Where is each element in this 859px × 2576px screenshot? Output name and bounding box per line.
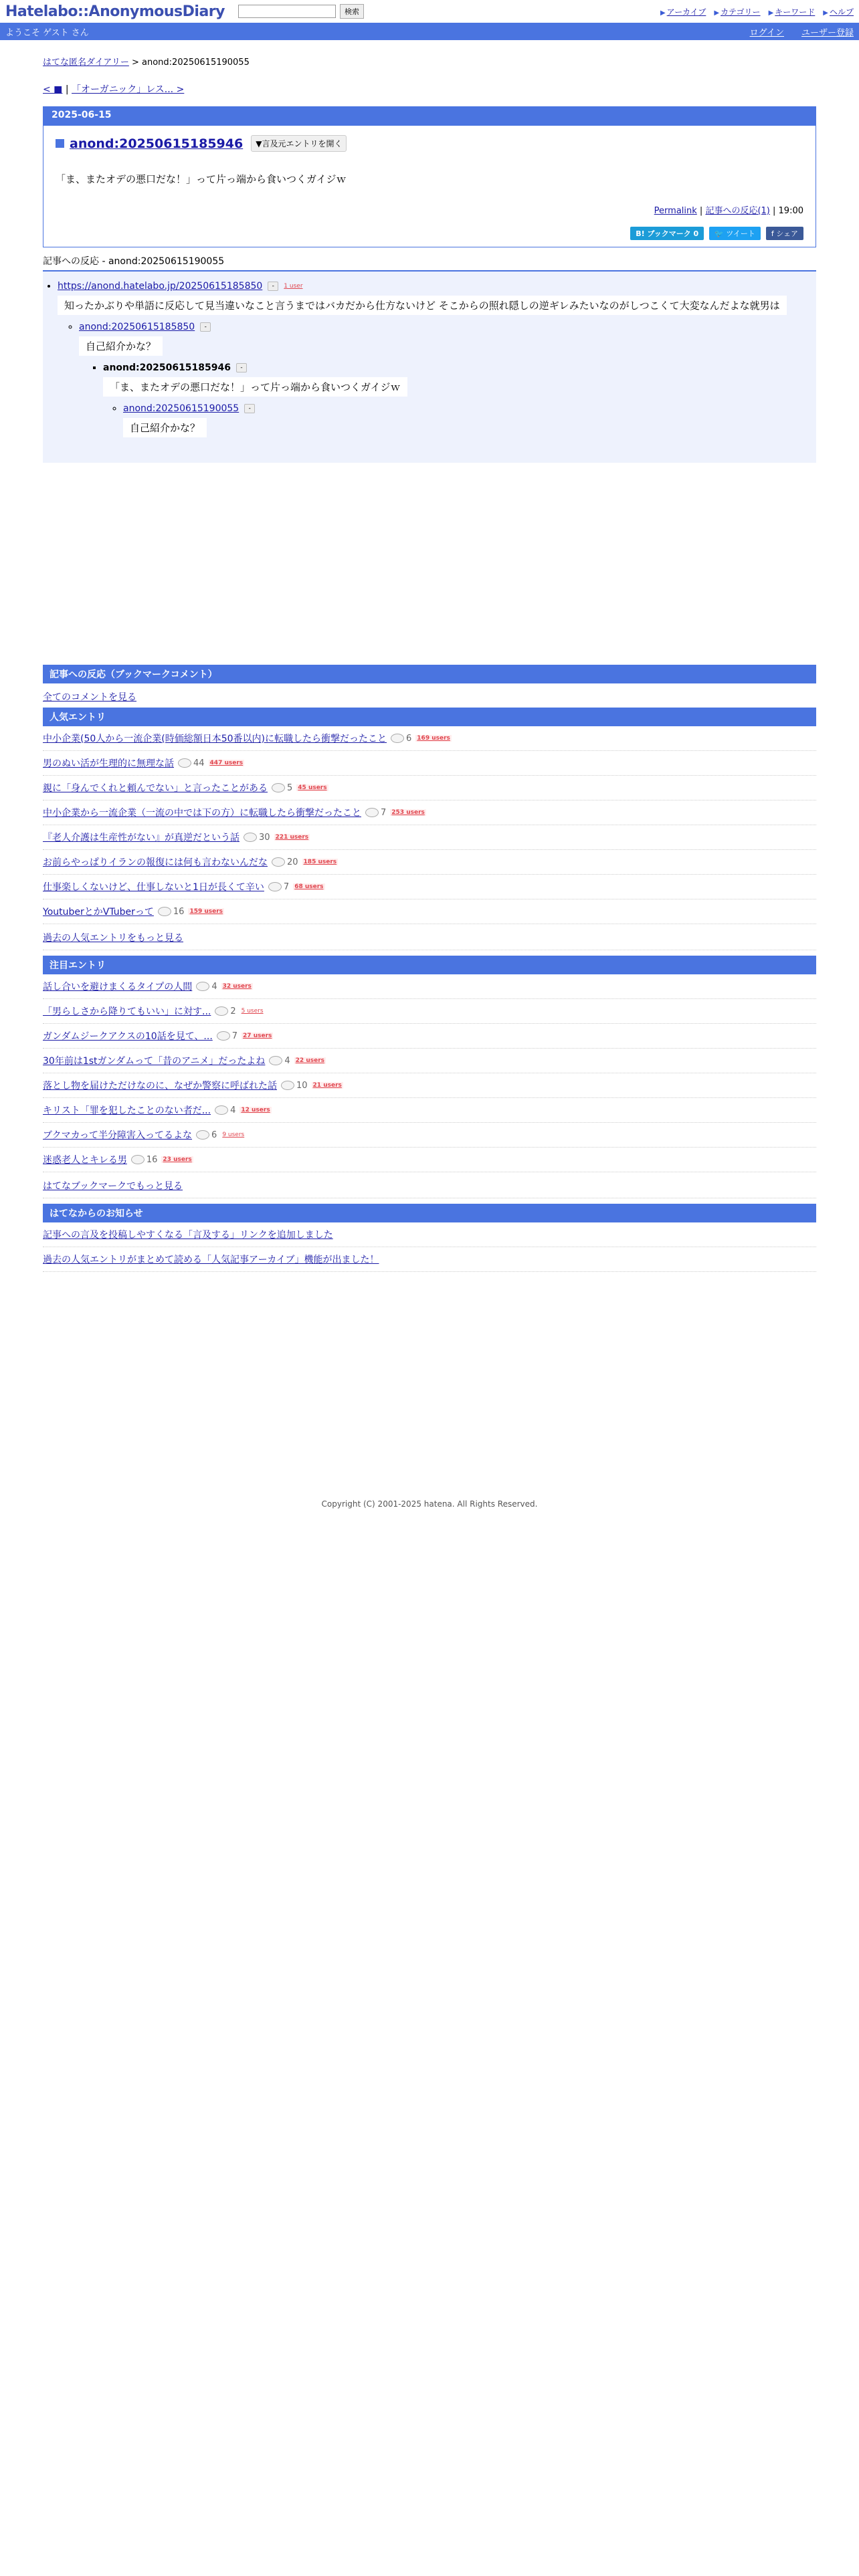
comment-count[interactable] bbox=[196, 1130, 217, 1140]
mentions-toggle-button[interactable]: ▼言及元エントリを開く bbox=[251, 135, 347, 152]
entry-list-link[interactable]: キリスト「罪を犯したことのない者だ... bbox=[43, 1105, 211, 1116]
entry-list-link[interactable]: 『老人介護は生産性がない』が真逆だという話 bbox=[43, 833, 240, 843]
news-item[interactable]: 記事への言及を投稿しやすくなる「言及する」リンクを追加しました bbox=[43, 1230, 333, 1241]
comment-count-value: 4 bbox=[211, 981, 217, 992]
comment-bubble-icon bbox=[365, 808, 379, 817]
entry-list-link[interactable]: 落とし物を届けただけなのに、なぜか警察に呼ばれた話 bbox=[43, 1081, 277, 1091]
reaction-item bbox=[58, 281, 816, 444]
nav-archive[interactable] bbox=[660, 6, 706, 17]
entry-list-item bbox=[43, 825, 816, 850]
breadcrumb-sep: > bbox=[128, 58, 142, 68]
top-nav bbox=[660, 6, 854, 17]
reaction-count-link[interactable]: 記事への反応(1) bbox=[705, 206, 770, 216]
reaction-link[interactable]: ◦ anond:20250615190055 bbox=[123, 403, 240, 414]
featured-list bbox=[43, 974, 816, 1172]
users-badge[interactable]: 21 users bbox=[312, 1082, 342, 1089]
comment-bubble-icon bbox=[391, 734, 404, 743]
collapse-toggle[interactable]: - bbox=[236, 363, 247, 372]
comment-count[interactable] bbox=[365, 808, 386, 818]
users-badge[interactable]: 68 users bbox=[294, 883, 324, 890]
next-link[interactable]: 「オーガニック」レス... > bbox=[72, 84, 185, 95]
comment-count[interactable] bbox=[196, 982, 217, 992]
entry-list-link[interactable]: ブクマカって半分障害入ってるよな bbox=[43, 1130, 193, 1141]
entry-box bbox=[43, 106, 816, 247]
reaction-item bbox=[103, 362, 816, 444]
comment-count-value: 7 bbox=[283, 881, 290, 892]
collapse-toggle[interactable]: - bbox=[200, 322, 211, 332]
entry-list-item bbox=[43, 974, 816, 999]
entry-title-link[interactable]: anond:20250615185946 bbox=[70, 136, 244, 151]
comment-count[interactable] bbox=[178, 758, 205, 768]
comment-bubble-icon bbox=[268, 882, 282, 891]
bookmark-comments-heading: 記事への反応（ブックマークコメント） bbox=[43, 665, 816, 683]
featured-more-link[interactable]: はてなブックマークでもっと見る bbox=[43, 1181, 183, 1192]
prev-next-nav bbox=[43, 82, 816, 96]
popular-list bbox=[43, 726, 816, 924]
triangle-icon: ▶ bbox=[660, 9, 666, 17]
entry-list-item bbox=[43, 751, 816, 776]
news-item[interactable]: 過去の人気エントリがまとめて読める「人気記事アーカイブ」機能が出ました！ bbox=[43, 1255, 379, 1265]
twitter-icon: 🐦 bbox=[714, 229, 727, 238]
facebook-share-button[interactable] bbox=[766, 227, 803, 240]
comment-count-value: 6 bbox=[406, 733, 412, 744]
welcome-text: ようこそ ゲスト さん bbox=[5, 27, 89, 38]
users-badge[interactable]: 253 users bbox=[391, 809, 425, 816]
main-content bbox=[43, 40, 816, 1509]
nav-help[interactable] bbox=[823, 6, 854, 17]
collapse-toggle[interactable]: - bbox=[268, 282, 278, 291]
users-badge[interactable]: 1 user bbox=[284, 283, 303, 290]
comment-count[interactable] bbox=[268, 882, 289, 892]
entry-list-link[interactable]: ガンダムジークアクスの10話を見て、... bbox=[43, 1031, 213, 1042]
reaction-tree bbox=[43, 272, 816, 463]
reaction-text: 「ま、またオデの悪口だな！」って片っ端から食いつくガイジｗ bbox=[103, 377, 407, 397]
entry-list-item bbox=[43, 1098, 816, 1123]
entry-list-item bbox=[43, 875, 816, 899]
entry-list-link[interactable]: 30年前は1stガンダムって「昔のアニメ」だったよね bbox=[43, 1056, 266, 1067]
popular-heading: 人気エントリ bbox=[43, 708, 816, 726]
comment-count[interactable] bbox=[244, 833, 270, 843]
comment-count-value: 30 bbox=[259, 832, 270, 843]
current-entry-title: ▪ anond:20250615185946 bbox=[103, 362, 231, 373]
hatena-bookmark-button[interactable]: B! ブックマーク 0 bbox=[630, 227, 704, 240]
entry-list-item bbox=[43, 1148, 816, 1172]
comment-count[interactable] bbox=[269, 1056, 290, 1066]
permalink[interactable]: Permalink bbox=[654, 206, 697, 216]
comment-bubble-icon bbox=[196, 1130, 209, 1140]
entry-body: 「ま、またオデの悪口だな！」って片っ端から食いつくガイジｗ bbox=[56, 173, 347, 185]
collapse-toggle[interactable]: - bbox=[244, 404, 255, 413]
nav-keyword-link[interactable]: キーワード bbox=[775, 7, 816, 17]
entry-list-item bbox=[43, 1123, 816, 1148]
entry-list-item bbox=[43, 1073, 816, 1098]
reaction-text: 自己紹介かな？ bbox=[79, 336, 163, 356]
comment-bubble-icon bbox=[269, 1056, 282, 1065]
entry-list-link[interactable]: 「男らしさから降りてもいい」に対す... bbox=[43, 1006, 211, 1017]
entry-list-item bbox=[43, 850, 816, 875]
ad-space bbox=[43, 463, 816, 665]
users-badge[interactable]: 169 users bbox=[417, 735, 450, 742]
prev-link[interactable]: < ■ bbox=[43, 84, 63, 95]
comment-count[interactable] bbox=[281, 1081, 308, 1091]
comment-bubble-icon bbox=[281, 1081, 294, 1090]
entry-time: 19:00 bbox=[778, 206, 803, 216]
reaction-link[interactable]: • https://anond.hatelabo.jp/20250615185850 bbox=[58, 281, 263, 292]
entry-list-link[interactable]: 男のぬい活が生理的に無理な話 bbox=[43, 758, 174, 769]
nav-archive-link[interactable]: アーカイブ bbox=[666, 7, 706, 17]
comment-bubble-icon bbox=[215, 1105, 228, 1115]
entry-list-link[interactable]: 中小企業(50人から一流企業(時価総額日本50番以内)に転職したら衝撃だったこと bbox=[43, 734, 387, 744]
comment-count-value: 7 bbox=[381, 807, 387, 818]
entry-list-item bbox=[43, 999, 816, 1024]
facebook-icon: f bbox=[771, 229, 777, 238]
comment-count-value: 10 bbox=[296, 1080, 308, 1091]
register-link[interactable]: ユーザー登録 bbox=[801, 27, 854, 38]
tweet-button[interactable] bbox=[709, 227, 761, 240]
reaction-text: 自己紹介かな？ bbox=[123, 418, 207, 437]
nav-category[interactable] bbox=[714, 6, 760, 17]
users-badge[interactable]: 9 users bbox=[222, 1132, 245, 1138]
comment-count[interactable] bbox=[158, 907, 185, 917]
all-comments-link[interactable]: 全てのコメントを見る bbox=[43, 692, 136, 703]
breadcrumb bbox=[43, 55, 816, 68]
reaction-item bbox=[123, 403, 816, 444]
comment-bubble-icon bbox=[244, 833, 257, 842]
comment-count-value: 7 bbox=[231, 1031, 238, 1041]
entry-list-item bbox=[43, 1024, 816, 1049]
users-badge[interactable]: 159 users bbox=[189, 908, 223, 915]
entry-list-item bbox=[43, 800, 816, 825]
users-badge[interactable]: 27 users bbox=[243, 1033, 272, 1039]
comment-count[interactable] bbox=[272, 857, 298, 867]
nav-keyword[interactable] bbox=[769, 6, 816, 17]
nav-category-link[interactable]: カテゴリー bbox=[721, 7, 761, 17]
comment-count-value: 16 bbox=[173, 906, 185, 917]
comment-count-value: 5 bbox=[287, 782, 293, 793]
users-badge[interactable]: 45 users bbox=[298, 784, 327, 791]
breadcrumb-home[interactable]: はてな匿名ダイアリー bbox=[43, 58, 129, 68]
entry-list-link[interactable]: お前らやっぱりイランの報復には何も言わないんだな bbox=[43, 857, 268, 868]
entry-list-link[interactable]: 迷惑老人とキレる男 bbox=[43, 1155, 127, 1166]
breadcrumb-current: anond:20250615190055 bbox=[142, 58, 250, 68]
triangle-icon: ▶ bbox=[768, 9, 774, 17]
comment-count-value: 44 bbox=[193, 758, 205, 768]
users-badge[interactable]: 5 users bbox=[241, 1008, 264, 1014]
entry-list-link[interactable]: YoutuberとかVTuberって bbox=[43, 907, 154, 918]
comment-count-value: 4 bbox=[230, 1105, 236, 1115]
entry-meta: Permalink | 記事への反応(1) | 19:00 bbox=[654, 206, 803, 216]
nav-help-link[interactable]: ヘルプ bbox=[829, 7, 854, 17]
users-badge[interactable]: 32 users bbox=[222, 983, 252, 990]
entry-list-item bbox=[43, 726, 816, 751]
comment-bubble-icon bbox=[272, 783, 285, 792]
comment-count-value: 16 bbox=[146, 1154, 158, 1165]
users-badge[interactable]: 22 users bbox=[295, 1057, 324, 1064]
triangle-icon: ▶ bbox=[714, 9, 720, 17]
comment-count[interactable] bbox=[217, 1031, 237, 1041]
reaction-item bbox=[79, 322, 816, 444]
reaction-text: 知ったかぶりや単語に反応して見当違いなこと言うまではバカだから仕方ないけど そこからの照れ隠しの逆ギレみたいなのがしつこくて大変なんだよな就男は bbox=[58, 296, 787, 315]
login-link[interactable]: ログイン bbox=[749, 27, 784, 38]
entry-list-item bbox=[43, 776, 816, 800]
triangle-icon: ▶ bbox=[823, 9, 828, 17]
featured-heading: 注目エントリ bbox=[43, 956, 816, 974]
entry-list-item bbox=[43, 1049, 816, 1073]
square-icon bbox=[56, 139, 64, 148]
comment-count-value: 2 bbox=[230, 1006, 236, 1016]
reactions-title: 記事への反応 - anond:20250615190055 bbox=[43, 254, 816, 272]
entry-list-item bbox=[43, 899, 816, 924]
comment-count-value: 20 bbox=[287, 857, 298, 867]
comment-bubble-icon bbox=[196, 982, 209, 991]
user-bar bbox=[0, 23, 859, 40]
entry-list-link[interactable]: 親に「身んでくれと頼んでない」と言ったことがある bbox=[43, 783, 268, 794]
comment-bubble-icon bbox=[215, 1006, 228, 1016]
footer: Copyright (C) 2001-2025 hatena. All Rights Reserved. bbox=[321, 1499, 538, 1509]
prevnext-sep: | bbox=[62, 84, 72, 95]
users-badge[interactable]: 185 users bbox=[303, 859, 337, 865]
share-bar bbox=[56, 227, 803, 240]
comment-bubble-icon bbox=[158, 907, 171, 916]
top-header bbox=[0, 0, 859, 23]
tweet-label: ツイート bbox=[726, 229, 755, 238]
share-label: シェア bbox=[776, 229, 798, 238]
reaction-link[interactable]: ◦ anond:20250615185850 bbox=[79, 322, 195, 332]
users-badge[interactable]: 221 users bbox=[275, 834, 309, 841]
comment-bubble-icon bbox=[178, 758, 191, 768]
comment-bubble-icon bbox=[217, 1031, 230, 1041]
site-logo[interactable]: Hatelabo::AnonymousDiary bbox=[5, 3, 225, 20]
search-input[interactable] bbox=[238, 5, 336, 18]
comment-count-value: 4 bbox=[284, 1055, 290, 1066]
news-heading: はてなからのお知らせ bbox=[43, 1204, 816, 1222]
users-badge[interactable]: 23 users bbox=[163, 1156, 192, 1163]
users-badge[interactable]: 447 users bbox=[209, 760, 244, 766]
comment-count[interactable] bbox=[215, 1006, 235, 1016]
search-button[interactable]: 検索 bbox=[340, 4, 364, 19]
comment-count-value: 6 bbox=[211, 1130, 217, 1140]
comment-count[interactable] bbox=[391, 734, 411, 744]
comment-count[interactable] bbox=[272, 783, 292, 793]
popular-more-link[interactable]: 過去の人気エントリをもっと見る bbox=[43, 933, 183, 944]
comment-count[interactable] bbox=[131, 1155, 158, 1165]
entry-list-link[interactable]: 仕事楽しくないけど、仕事しないと1日が長くて辛い bbox=[43, 882, 264, 893]
comment-bubble-icon bbox=[272, 857, 285, 867]
comment-count[interactable] bbox=[215, 1105, 235, 1115]
entry-date: 2025-06-15 bbox=[43, 107, 816, 126]
users-badge[interactable]: 12 users bbox=[241, 1107, 270, 1113]
entry-list-link[interactable]: 中小企業から一流企業（一流の中では下の方）に転職したら衝撃だったこと bbox=[43, 808, 361, 819]
comment-bubble-icon bbox=[131, 1155, 145, 1164]
entry-list-link[interactable]: 話し合いを避けまくるタイプの人間 bbox=[43, 982, 193, 992]
